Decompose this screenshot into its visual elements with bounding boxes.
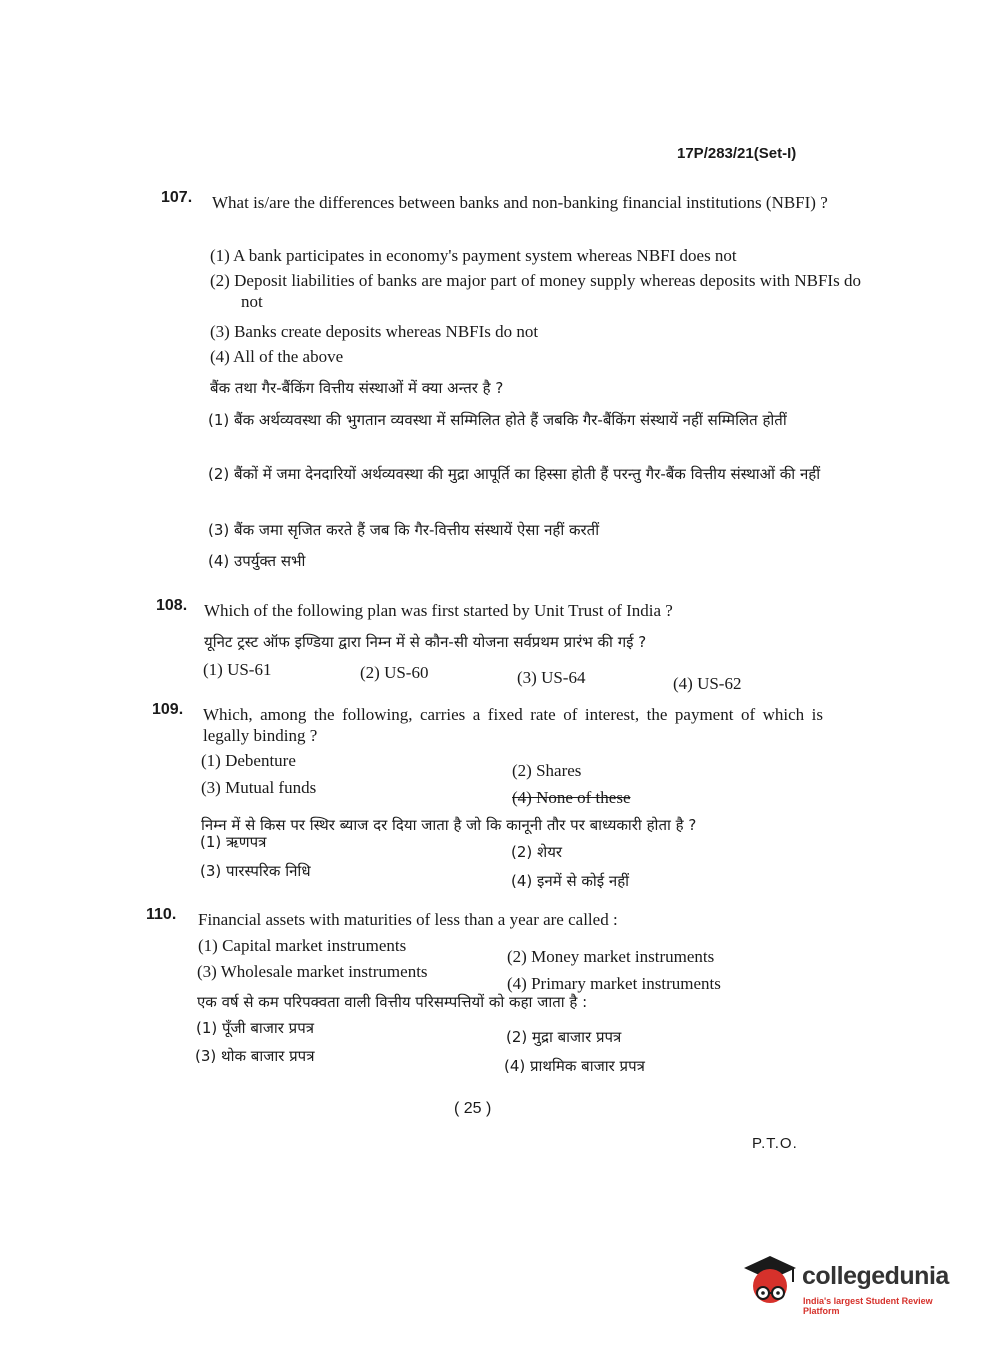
option-hi-4: (4) इनमें से कोई नहीं <box>511 872 630 890</box>
option-1: (1) US-61 <box>203 660 272 679</box>
logo-wordmark: collegedunia <box>802 1262 949 1290</box>
option-hi-4: (4) प्राथमिक बाजार प्रपत्र <box>504 1057 645 1075</box>
option-en-1: (1) A bank participates in economy's payment system whereas NBFI does not <box>210 246 737 265</box>
collegedunia-logo <box>740 1252 970 1316</box>
question-number: 107. <box>161 189 193 206</box>
option-3: (3) US-64 <box>517 668 586 687</box>
option-hi-2: (2) मुद्रा बाजार प्रपत्र <box>506 1028 622 1046</box>
question-text-en: Which of the following plan was first started by Unit Trust of India ? <box>204 601 673 620</box>
option-en-1: (1) Capital market instruments <box>198 936 407 955</box>
option-en-3: (3) Mutual funds <box>201 778 317 797</box>
question-text-en: What is/are the differences between banks and non-banking financial institutions (NBFI) ? <box>212 193 828 212</box>
option-hi-3: (3) पारस्परिक निधि <box>200 862 311 880</box>
paper-code: 17P/283/21(Set-I) <box>677 145 797 162</box>
question-text-hi: एक वर्ष से कम परिपक्वता वाली वित्तीय परिसम्पत्तियों को कहा जाता है : <box>197 993 588 1011</box>
page-number: ( 25 ) <box>454 1100 492 1117</box>
option-en-1: (1) Debenture <box>201 751 296 770</box>
option-en-4: (4) Primary market instruments <box>507 974 721 993</box>
option-en-4: (4) None of these <box>512 788 631 807</box>
question-number: 110. <box>146 906 177 923</box>
option-hi-4: (4) उपर्युक्त सभी <box>208 552 306 570</box>
question-text-hi: बैंक तथा गैर-बैंकिंग वित्तीय संस्थाओं में क्या अन्तर है ? <box>210 379 504 397</box>
option-en-3: (3) Wholesale market instruments <box>197 962 428 981</box>
option-en-4: (4) All of the above <box>210 347 344 366</box>
option-2: (2) US-60 <box>360 663 429 682</box>
option-hi-1: (1) पूँजी बाजार प्रपत्र <box>196 1019 315 1037</box>
question-text-hi: निम्न में से किस पर स्थिर ब्याज दर दिया जाता है जो कि कानूनी तौर पर बाध्यकारी होता है ? <box>201 816 697 834</box>
option-hi-2: (2) शेयर <box>511 843 563 861</box>
question-text-en: Which, among the following, carries a fixed rate of interest, the payment of which is legally binding ? <box>203 705 823 745</box>
graduate-mascot-icon <box>740 1252 802 1312</box>
pto-label: P.T.O. <box>752 1135 798 1152</box>
option-hi-3: (3) बैंक जमा सृजित करते हैं जब कि गैर-वित्तीय संस्थायें ऐसा नहीं करतीं <box>208 521 600 539</box>
question-number: 108. <box>156 597 188 614</box>
option-hi-2: (2) बैंकों में जमा देनदारियों अर्थव्यवस्था की मुद्रा आपूर्ति का हिस्सा होती हैं परन्तु गैर-बैंक वित्तीय संस्थाओं की नहीं <box>208 465 821 483</box>
option-en-2: (2) Deposit liabilities of banks are major part of money supply whereas deposits with NBFIs do not <box>210 271 861 311</box>
logo-tagline: India's largest Student Review Platform <box>803 1296 933 1316</box>
option-en-2: (2) Money market instruments <box>507 947 715 966</box>
question-number: 109. <box>152 701 184 718</box>
question-text-en: Financial assets with maturities of less than a year are called : <box>198 910 618 929</box>
question-text-hi: यूनिट ट्रस्ट ऑफ इण्डिया द्वारा निम्न में से कौन-सी योजना सर्वप्रथम प्रारंभ की गई ? <box>204 633 647 651</box>
option-4: (4) US-62 <box>673 674 742 693</box>
option-en-3: (3) Banks create deposits whereas NBFIs do not <box>210 322 539 341</box>
option-hi-1: (1) बैंक अर्थव्यवस्था की भुगतान व्यवस्था में सम्मिलित होते हैं जबकि गैर-बैंकिंग संस्थायें नहीं सम्मिलित होतीं <box>208 411 787 429</box>
option-hi-3: (3) थोक बाजार प्रपत्र <box>195 1047 315 1065</box>
option-hi-1: (1) ऋणपत्र <box>200 833 267 851</box>
option-en-2: (2) Shares <box>512 761 582 780</box>
